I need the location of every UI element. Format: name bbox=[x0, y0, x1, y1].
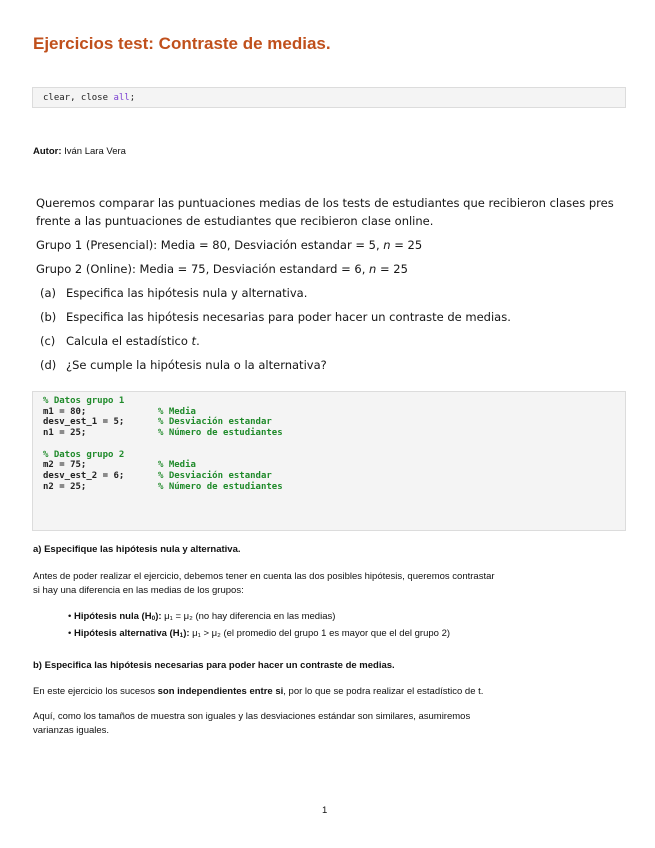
section-b-paragraph-1 bbox=[33, 685, 623, 699]
section-b-paragraph-2 bbox=[33, 710, 623, 738]
group2-line bbox=[36, 262, 408, 276]
code-text: ; bbox=[129, 93, 136, 103]
paragraph-bold: son independientes entre si bbox=[157, 686, 284, 697]
bullet-label bbox=[74, 611, 162, 622]
code-line: desv_est_1 = 5; bbox=[43, 417, 125, 428]
item-tag: (b) bbox=[40, 310, 57, 324]
code-line: n2 = 25; bbox=[43, 481, 87, 492]
list-item-alt-hypothesis: • Hipótesis alternativa $(H_1)$: μ₁ > μ₂ (el promedio del grupo 1 es mayor que el del grupo 2) bbox=[68, 628, 451, 639]
list-item-b bbox=[40, 310, 511, 324]
item-text: ¿Se cumple la hipótesis nula o la alternativa? bbox=[66, 358, 327, 372]
code-line: desv_est_2 = 6; bbox=[43, 470, 125, 481]
paragraph-text: En este ejercicio los sucesos bbox=[33, 686, 158, 697]
code-block-data bbox=[32, 391, 626, 531]
author-name: Iván Lara Vera bbox=[61, 146, 126, 157]
bullet-label-end: ): bbox=[183, 628, 190, 639]
code-comment: % Número de estudiantes bbox=[158, 428, 283, 439]
code-comment: % Número de estudiantes bbox=[158, 481, 283, 492]
section-b-heading: b) Especifica las hipótesis necesarias para poder hacer un contraste de medias. bbox=[33, 660, 395, 671]
code-line: n1 = 25; bbox=[43, 428, 87, 439]
item-tag: (c) bbox=[40, 334, 56, 348]
item-text: Especifica las hipótesis nula y alternativa. bbox=[66, 286, 308, 300]
bullet-text: μ₁ > μ₂ (el promedio del grupo 1 es mayor que el del grupo 2) bbox=[189, 628, 451, 639]
author-line bbox=[33, 146, 126, 157]
code-comment: % Datos grupo 1 bbox=[43, 396, 125, 406]
group2-n-value: = 25 bbox=[376, 262, 408, 276]
group1-line bbox=[36, 238, 422, 252]
item-text: Calcula el estadístico bbox=[66, 334, 192, 348]
paragraph-text: , por lo que se podra realizar el estadístico de t. bbox=[283, 686, 484, 697]
list-item-a bbox=[40, 286, 307, 300]
bullet-label bbox=[74, 628, 190, 639]
code-block-init bbox=[32, 87, 626, 108]
item-tag: (a) bbox=[40, 286, 57, 300]
hypothesis-list bbox=[68, 609, 450, 643]
bullet-label-text: Hipótesis alternativa (H bbox=[73, 628, 180, 639]
paragraph-line: Aquí, como los tamaños de muestra son iguales y las desviaciones estándar son similares, asumiremos bbox=[33, 711, 471, 722]
paragraph-line: varianzas iguales. bbox=[33, 725, 110, 736]
bullet-label-sub: 0 bbox=[151, 615, 156, 622]
section-a-heading: a) Especifique las hipótesis nula y alternativa. bbox=[33, 544, 241, 555]
paragraph-line: si hay una diferencia en las medias de los grupos: bbox=[33, 585, 244, 596]
bullet-text: μ₁ = μ₂ (no hay diferencia en las medias) bbox=[161, 611, 336, 622]
page-title: Ejercicios test: Contraste de medias. bbox=[33, 34, 331, 53]
code-line: m2 = 75; bbox=[43, 460, 87, 471]
code-comment: % Media bbox=[158, 460, 196, 471]
item-tag: (d) bbox=[40, 358, 57, 372]
group2-n-var: n bbox=[369, 262, 377, 276]
paragraph-line: Antes de poder realizar el ejercicio, debemos tener en cuenta las dos posibles hipótesis, queremos contrastar bbox=[33, 571, 495, 582]
section-a-paragraph bbox=[33, 570, 623, 598]
item-after: . bbox=[196, 334, 200, 348]
group2-text: Grupo 2 (Online): Media = 75, Desviación estandard = 6, bbox=[36, 262, 370, 276]
code-line: m1 = 80; bbox=[43, 406, 87, 417]
author-label: Autor: bbox=[33, 146, 62, 157]
statement-line-1: Queremos comparar las puntuaciones medias de los tests de estudiantes que recibieron clases pres bbox=[36, 196, 614, 210]
bullet-label-end: ): bbox=[155, 611, 162, 622]
item-var: t bbox=[191, 334, 197, 348]
bullet-label-text: Hipótesis nula (H bbox=[73, 611, 152, 622]
list-item-c bbox=[40, 334, 200, 348]
statement-line-2: frente a las puntuaciones de estudiantes que recibieron clase online. bbox=[36, 214, 434, 228]
page-number: 1 bbox=[322, 805, 328, 816]
group1-n-var: n bbox=[383, 238, 391, 252]
code-comment: % Desviación estandar bbox=[158, 470, 272, 481]
bullet-label-sub: 1 bbox=[179, 632, 184, 639]
code-comment: % Media bbox=[158, 406, 196, 417]
code-comment: % Datos grupo 2 bbox=[43, 449, 125, 460]
code-comment: % Desviación estandar bbox=[158, 417, 272, 428]
list-item-null-hypothesis: • Hipótesis nula $(H_0)$: μ₁ = μ₂ (no hay diferencia en las medias) bbox=[68, 611, 336, 622]
item-text: Especifica las hipótesis necesarias para poder hacer un contraste de medias. bbox=[66, 310, 511, 324]
group1-text: Grupo 1 (Presencial): Media = 80, Desviación estandar = 5, bbox=[36, 238, 384, 252]
list-item-d bbox=[40, 358, 327, 372]
group1-n-value: = 25 bbox=[390, 238, 423, 252]
code-keyword: all bbox=[113, 93, 130, 103]
code-text: clear, close bbox=[43, 93, 114, 103]
